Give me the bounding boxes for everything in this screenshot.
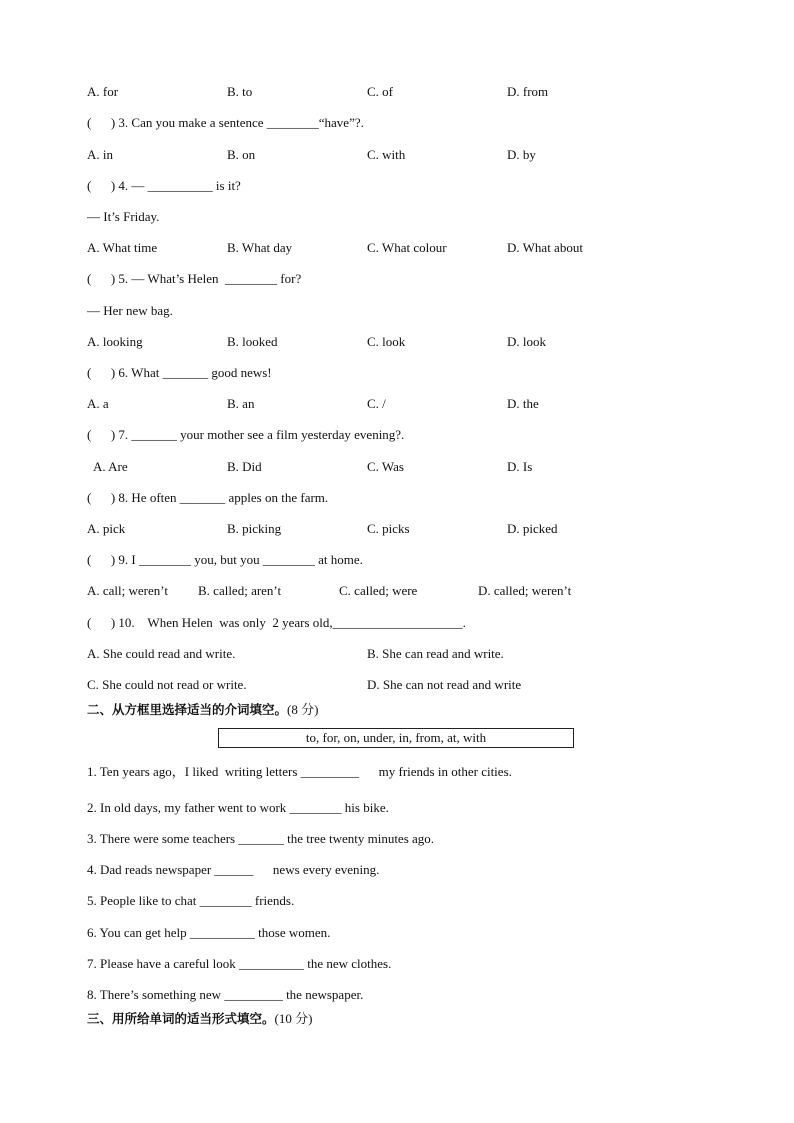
- q2-option-d: D. from: [507, 84, 549, 99]
- q3-option-b: B. on: [227, 147, 256, 162]
- q9-option-c: C. called; were: [339, 583, 418, 598]
- q8-option-a: A. pick: [87, 521, 126, 536]
- q2-option-a: A. for: [87, 84, 119, 99]
- section2-item-5: 5. People like to chat ________ friends.: [87, 893, 295, 908]
- section3-score: (10 分): [274, 1011, 313, 1026]
- q10-option-c: C. She could not read or write.: [87, 677, 247, 692]
- q8-stem: ( ) 8. He often _______ apples on the farm.: [87, 490, 329, 505]
- q6-option-a: A. a: [87, 396, 109, 411]
- q5-stem: ( ) 5. — What’s Helen ________ for?: [87, 271, 302, 286]
- q3-option-c: C. with: [367, 147, 406, 162]
- q3-stem: ( ) 3. Can you make a sentence ________“have”?.: [87, 115, 364, 130]
- q5-option-c: C. look: [367, 334, 406, 349]
- section2-item-1: 1. Ten years ago，I liked writing letters _________ my friends in other cities.: [87, 764, 512, 779]
- q8-option-c: C. picks: [367, 521, 410, 536]
- q10-option-d: D. She can not read and write: [367, 677, 522, 692]
- q4-answer-line: — It’s Friday.: [87, 209, 160, 224]
- q8-option-b: B. picking: [227, 521, 282, 536]
- section2-score: (8 分): [287, 702, 319, 717]
- q7-stem: ( ) 7. _______ your mother see a film yesterday evening?.: [87, 427, 405, 442]
- q5-option-d: D. look: [507, 334, 546, 349]
- q10-stem: ( ) 10. When Helen was only 2 years old,____________________.: [87, 615, 466, 630]
- q5-answer-line: — Her new bag.: [87, 303, 173, 318]
- q4-option-d: D. What about: [507, 240, 583, 255]
- section2-title: 二、从方框里选择适当的介词填空。: [87, 702, 288, 717]
- q7-option-b: B. Did: [227, 459, 262, 474]
- q7-option-d: D. Is: [507, 459, 533, 474]
- q6-option-b: B. an: [227, 396, 255, 411]
- q8-option-d: D. picked: [507, 521, 558, 536]
- section2-heading: [87, 702, 318, 718]
- section2-item-6: 6. You can get help __________ those women.: [87, 925, 331, 940]
- section2-item-8: 8. There’s something new _________ the newspaper.: [87, 987, 364, 1002]
- q6-option-c: C. /: [367, 396, 386, 411]
- section3-heading: [87, 1011, 312, 1027]
- q5-option-a: A. looking: [87, 334, 143, 349]
- q3-option-a: A. in: [87, 147, 113, 162]
- q6-stem: ( ) 6. What _______ good news!: [87, 365, 272, 380]
- word-box: to, for, on, under, in, from, at, with: [218, 728, 574, 748]
- q9-option-d: D. called; weren’t: [478, 583, 572, 598]
- section2-item-4: 4. Dad reads newspaper ______ news every evening.: [87, 862, 380, 877]
- q3-option-d: D. by: [507, 147, 536, 162]
- q2-option-c: C. of: [367, 84, 393, 99]
- q10-option-b: B. She can read and write.: [367, 646, 504, 661]
- q9-option-b: B. called; aren’t: [198, 583, 282, 598]
- section2-item-2: 2. In old days, my father went to work ________ his bike.: [87, 800, 389, 815]
- section2-item-7: 7. Please have a careful look __________ the new clothes.: [87, 956, 392, 971]
- q5-option-b: B. looked: [227, 334, 278, 349]
- q6-option-d: D. the: [507, 396, 539, 411]
- q4-option-a: A. What time: [87, 240, 158, 255]
- q4-option-b: B. What day: [227, 240, 293, 255]
- section3-title: 三、用所给单词的适当形式填空。: [87, 1011, 275, 1026]
- q9-stem: ( ) 9. I ________ you, but you ________ at home.: [87, 552, 363, 567]
- q4-option-c: C. What colour: [367, 240, 447, 255]
- section2-item-3: 3. There were some teachers _______ the tree twenty minutes ago.: [87, 831, 435, 846]
- q7-option-c: C. Was: [367, 459, 404, 474]
- q7-option-a: A. Are: [93, 459, 128, 474]
- q10-option-a: A. She could read and write.: [87, 646, 236, 661]
- q9-option-a: A. call; weren’t: [87, 583, 168, 598]
- q4-stem: ( ) 4. — __________ is it?: [87, 178, 241, 193]
- q2-option-b: B. to: [227, 84, 253, 99]
